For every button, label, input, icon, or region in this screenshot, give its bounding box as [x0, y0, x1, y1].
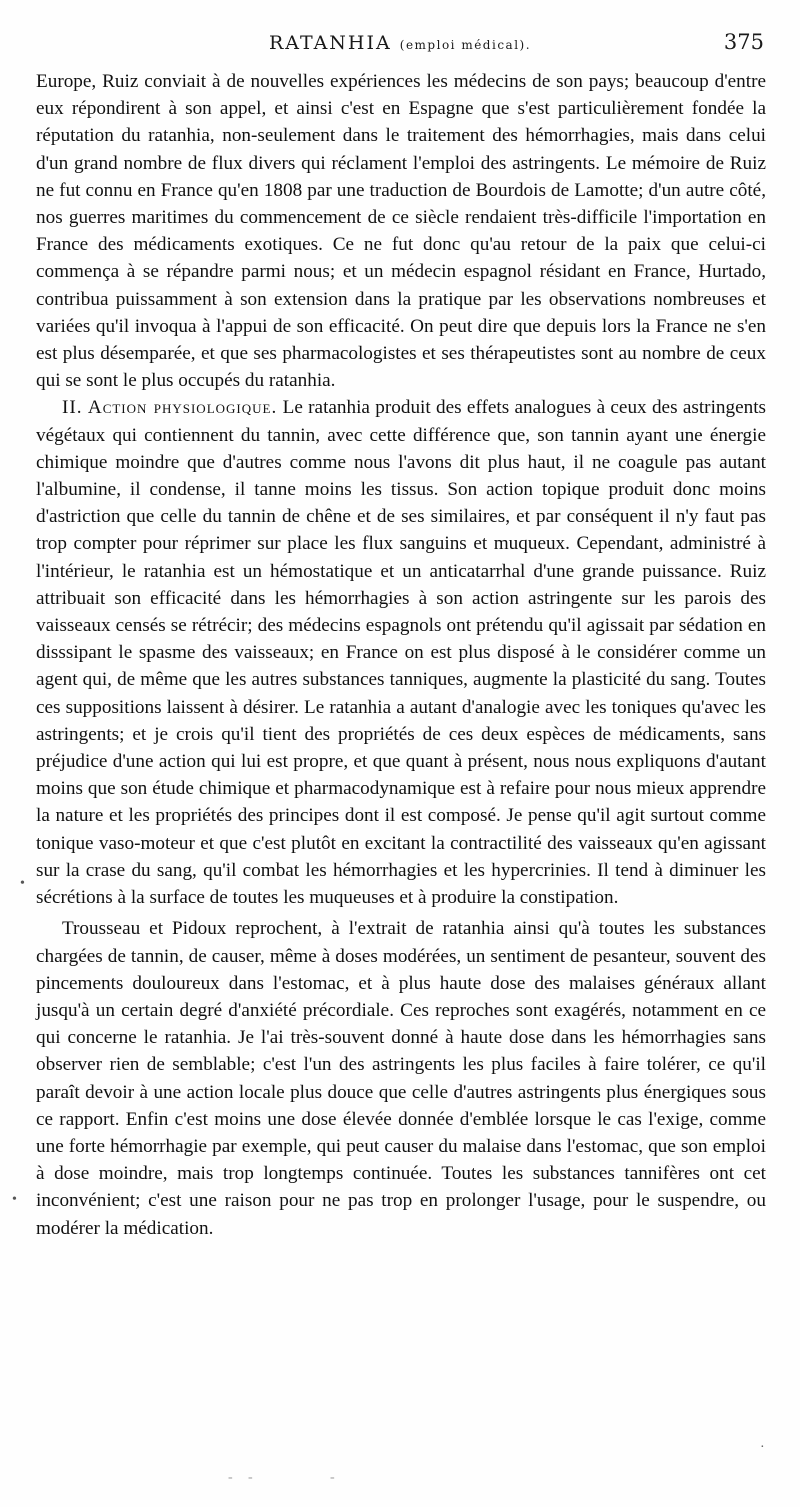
running-head — [36, 32, 764, 54]
running-head-subtitle: (emploi médical). — [399, 38, 532, 52]
bottom-speck: - — [248, 1470, 253, 1485]
page-header — [36, 30, 764, 60]
paragraph-2 — [36, 394, 766, 911]
paragraph-2-text: Le ratanhia produit des effets analogues à ceux des astringents végétaux qui contiennent du tannin, avec cette différence que, son tannin ayant une énergie chimique moindre que d'autres comme nous l'avons dit plus haut, il ne coagule pas autant l'albumine, il condense, il tanne moins les tissus. Son action topique produit donc moins d'astriction que celle du tannin de chêne et de ses similaires, et par conséquent il n'y faut pas trop compter pour réprimer sur place les flux sanguins et muqueux. Cependant, administré à l'intérieur, le ratanhia est un hémostatique et un anticatarrhal d'une grande puissance. Ruiz attribuait son efficacité dans les hémorrhagies à son action astringente sur les parois des vaisseaux censés se rétrécir; des médecins espagnols ont prétendu qu'il agissait par sédation en disssipant le spasme des vaisseaux; en France on est plus disposé à le considérer comme un agent qui, de même que les autres substances tanniques, augmente la plasticité du sang. Toutes ces suppositions laissent à désirer. Le ratanhia a autant d'analogie avec les toniques qu'avec les astringents; et je crois qu'il tient des propriétés de ces deux espèces de médicaments, sans préjudice d'une action qui lui est propre, et que quant à présent, nous nous expliquons d'autant moins que son étude chimique et pharmacodynamique est à refaire pour nous mieux apprendre la nature et les propriétés des principes dont il est composé. Je pense qu'il agit surtout comme tonique vaso-moteur et que c'est plutôt en excitant la contractilité des vaisseaux qu'en agissant sur la crase du sang, qu'il combat les hémorrhagies et les hypercrinies. Il tend à diminuer les sécrétions à la surface de toutes les muqueuses et à produire la constipation. — [36, 397, 766, 909]
page-body — [36, 68, 766, 1242]
page-number: 375 — [723, 30, 764, 54]
paragraph-3: Trousseau et Pidoux reprochent, à l'extrait de ratanhia ainsi qu'à toutes les substances chargées de tannin, de causer, même à doses modérées, un sentiment de pesanteur, souvent des pincements douloureux dans l'estomac, et à plus haute dose des malaises généraux allant jusqu'à un certain degré d'anxiété précordiale. Ces reproches sont exagérés, notamment en ce qui concerne le ratanhia. Je l'ai très-souvent donné à haute dose dans les hémorrhagies sans observer rien de semblable; c'est l'un des astringents les plus faciles à faire tolérer, ce qu'il paraît devoir à une action locale plus douce que celle d'autres astringents plus énergiques sous ce rapport. Enfin c'est moins une dose élevée donnée d'emblée lorsque le cas l'exige, comme une forte hémorrhagie par exemple, qui peut causer du malaise dans l'estomac, que son emploi à dose moindre, mais trop longtemps continuée. Toutes les substances tannifères ont cet inconvénient; c'est une raison pour ne pas trop en prolonger l'usage, pour le suspendre, ou modérer la médication. — [36, 918, 766, 1239]
bottom-speck: - — [228, 1470, 233, 1485]
margin-speck: · — [760, 1440, 765, 1455]
paragraph-1: Europe, Ruiz conviait à de nouvelles expériences les médecins de son pays; beaucoup d'entre eux répondirent à son appel, et ainsi c'est en Espagne que s'est particulièrement fondée la réputation du ratanhia, non-seulement dans le traitement des hémorrhagies, mais dans celui d'un grand nombre de flux divers qui réclament l'emploi des astringents. Le mémoire de Ruiz ne fut connu en France qu'en 1808 par une traduction de Bourdois de Lamotte; d'un autre côté, nos guerres maritimes du commencement de ce siècle rendaient très-difficile l'importation en France des médicaments exotiques. Ce ne fut donc qu'au retour de la paix que celui-ci commença à se répandre parmi nous; et un médecin espagnol résidant en France, Hurtado, contribua puissamment à son extension dans la pratique par les observations nombreuses et variées qu'il invoqua à l'appui de son efficacité. On peut dire que depuis lors la France ne s'en est plus désemparée, et que ses pharmacologistes et ses thérapeutistes sont au nombre de ceux qui se sont le plus occupés du ratanhia. — [36, 71, 766, 392]
margin-speck: • — [12, 1192, 17, 1207]
bottom-speck: - — [330, 1470, 335, 1485]
running-head-title: RATANHIA — [268, 32, 392, 54]
margin-speck: • — [20, 876, 25, 891]
section-heading: II. Action physiologique. — [62, 397, 278, 419]
